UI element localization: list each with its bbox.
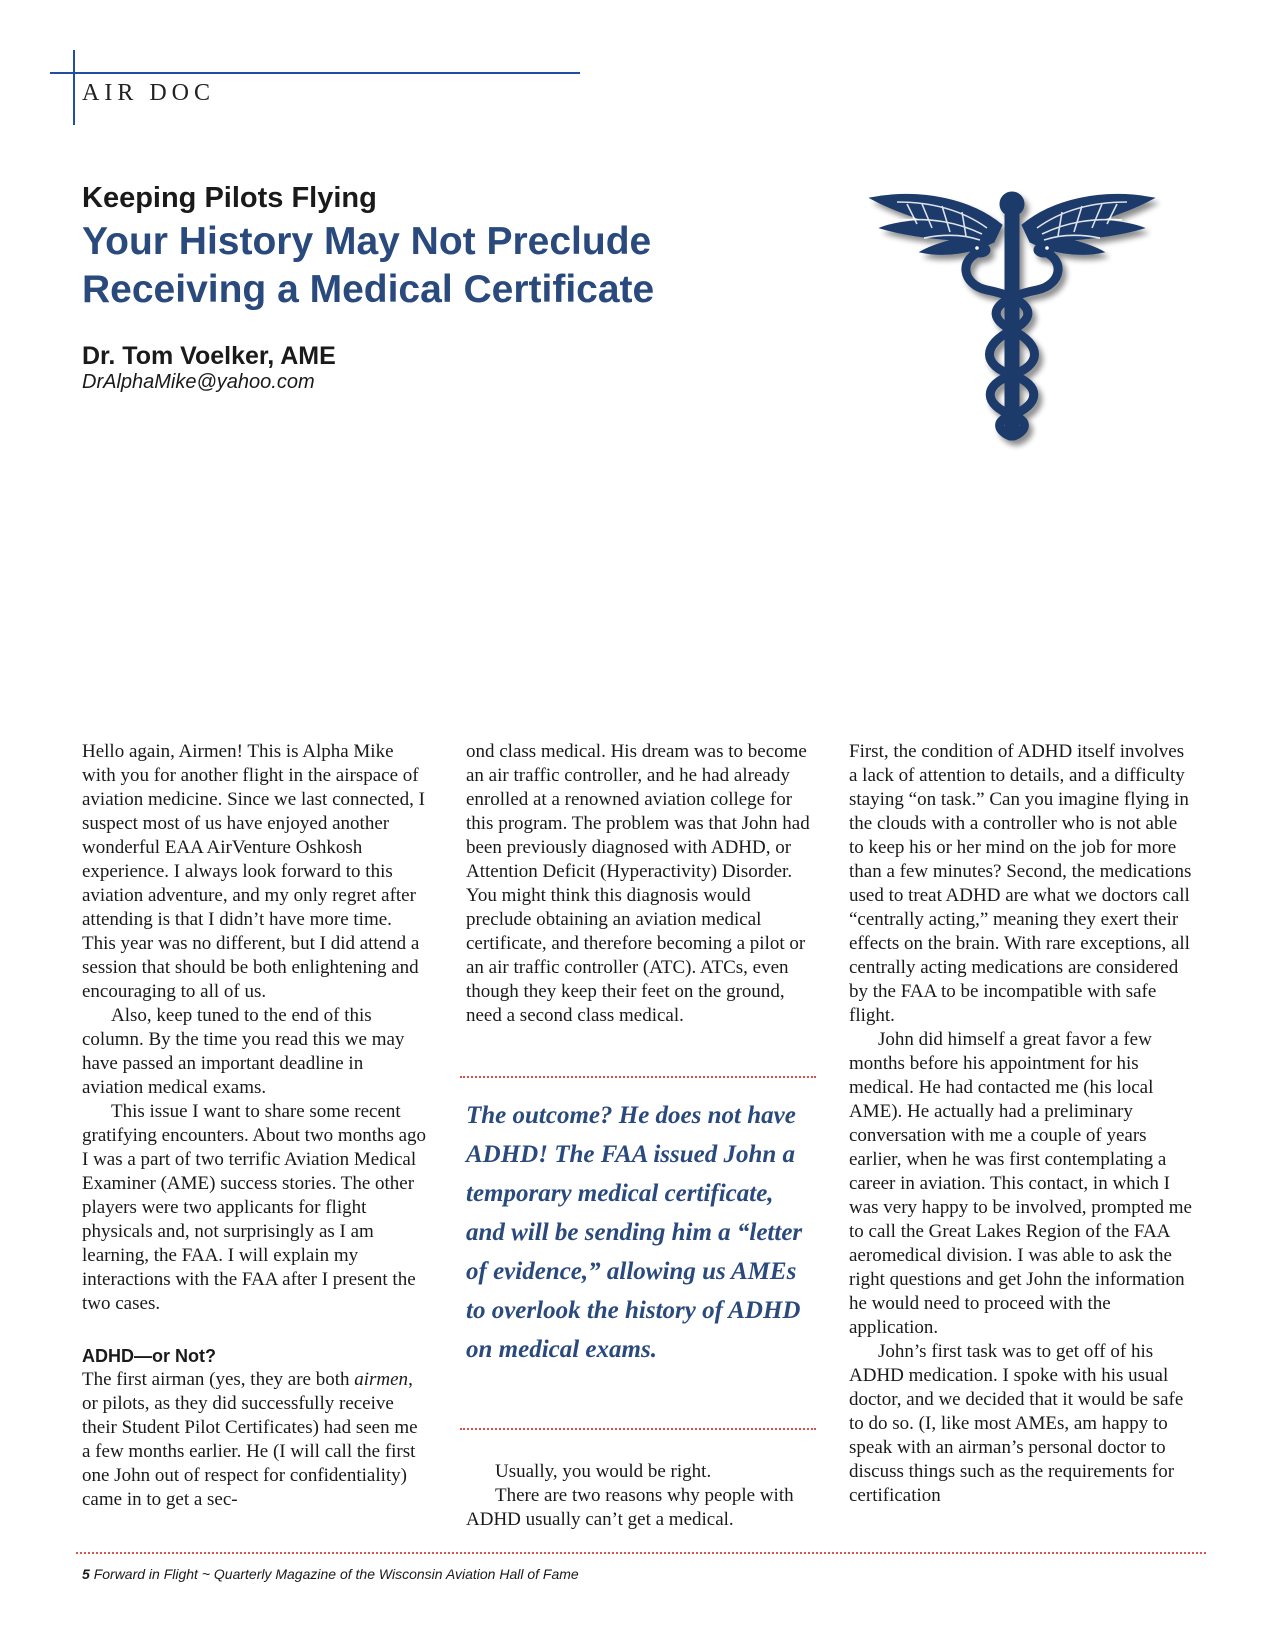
col1-paragraph-4 <box>82 1368 427 1512</box>
p4-italic: airmen <box>354 1369 409 1390</box>
footer-rule <box>76 1552 1206 1554</box>
author-name: Dr. Tom Voelker, AME <box>82 342 336 370</box>
col3-paragraph-1: First, the condition of ADHD itself involves a lack of attention to details, and a difficulty staying “on task.” Can you imagine flying in the clouds with a controller who is not able to keep his or her mind on the job for more than a few minutes? Second, the medications used to treat ADHD are what we doctors call “centrally acting,” meaning they exert their effects on the brain. With rare exceptions, all centrally acting medications are considered by the FAA to be incompatible with safe flight. <box>849 741 1192 1026</box>
headline-line-1: Your History May Not Preclude <box>82 220 652 263</box>
caduceus-icon <box>862 180 1162 455</box>
body-column-1 <box>82 740 427 1512</box>
p4-after: , or pilots, as they did successfully receive their Student Pilot Certificates) had seen me a few months earlier. He (I will call the first one John out of respect for confidentiality) came in to get a sec- <box>82 1369 418 1510</box>
col2-paragraph-1: ond class medical. His dream was to become an air traffic controller, and he had already enrolled at a renowned aviation college for this program. The problem was that John had been previously diagnosed with ADHD, or Attention Deficit (Hyperactivity) Disorder. You might think this diagnosis would preclude obtaining an aviation medical certificate, and therefore becoming a pilot or an air traffic controller (ATC). ATCs, even though they keep their feet on the ground, need a second class medical. <box>466 741 810 1026</box>
article-headline <box>82 218 732 314</box>
col1-paragraph-2: Also, keep tuned to the end of this column. By the time you read this we may have passed an important deadline in aviation medical exams. <box>82 1005 405 1098</box>
body-column-3 <box>849 740 1194 1508</box>
p4-before: The first airman (yes, they are both <box>82 1369 355 1390</box>
body-column-2 <box>466 740 811 1028</box>
headline-line-2: Receiving a Medical Certificate <box>82 268 655 311</box>
section-subhead: ADHD—or Not? <box>82 1346 216 1366</box>
col3-paragraph-2: John did himself a great favor a few months before his appointment for his medical. He had contacted me (his local AME). He actually had a preliminary conversation with me a couple of years earlier, when he was first contemplating a career in aviation. This contact, in which I was very happy to be involved, prompted me to call the Great Lakes Region of the FAA aeromedical division. I was able to ask the right questions and get John the information he would need to proceed with the application. <box>849 1029 1192 1338</box>
footer-text: Forward in Flight ~ Quarterly Magazine of the Wisconsin Aviation Hall of Fame <box>93 1566 579 1582</box>
author-email: DrAlphaMike@yahoo.com <box>82 371 315 393</box>
col1-paragraph-3: This issue I want to share some recent gratifying encounters. About two months ago I was a part of two terrific Aviation Medical Examiner (AME) success stories. The other players were two applicants for flight physicals and, not surprisingly as I am learning, the FAA. I will explain my interactions with the FAA after I present the two cases. <box>82 1101 427 1314</box>
article-kicker: Keeping Pilots Flying <box>82 182 377 214</box>
header-horizontal-rule <box>50 72 580 74</box>
section-label: AIR DOC <box>82 80 216 106</box>
col3-paragraph-3: John’s first task was to get off of his ADHD medication. I spoke with his usual doctor, and we decided that it would be safe to do so. (I, like most AMEs, am happy to speak with an airman’s personal doctor to discuss things such as the requirements for certification <box>849 1341 1184 1506</box>
col1-paragraph-1: Hello again, Airmen! This is Alpha Mike with you for another flight in the airspace of aviation medicine. Since we last connected, I suspect most of us have enjoyed another wonderful EAA AirVenture Oshkosh experience. I always look forward to this aviation adventure, and my only regret after attending is that I didn’t have more time. This year was no different, but I did attend a session that should be both enlightening and encouraging to all of us. <box>82 741 425 1002</box>
col2-paragraph-3: There are two reasons why people with ADHD usually can’t get a medical. <box>466 1485 794 1530</box>
header-vertical-rule <box>73 50 75 125</box>
pull-quote: The outcome? He does not have ADHD! The FAA issued John a temporary medical certificate, and will be sending him a “letter of evidence,” allowing us AMEs to overlook the history of ADHD on medical exams. <box>466 1102 803 1363</box>
pull-quote-bottom-rule <box>460 1428 816 1430</box>
pull-quote-top-rule <box>460 1076 816 1078</box>
page-footer <box>82 1566 579 1582</box>
body-column-2-continued <box>466 1460 811 1532</box>
col2-paragraph-2: Usually, you would be right. <box>495 1461 712 1482</box>
page-number: 5 <box>82 1566 90 1582</box>
